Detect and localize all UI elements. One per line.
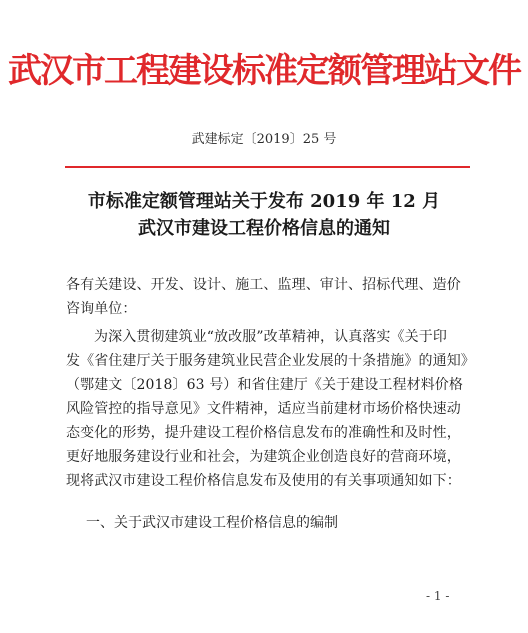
- addressee-line-1: 各有关建设、开发、设计、施工、监理、审计、招标代理、造价: [66, 277, 461, 293]
- addressee-line-2: 咨询单位：: [66, 301, 137, 317]
- paragraph-line-4: 风险管控的指导意见》文件精神，适应当前建材市场价格快速动: [66, 401, 461, 417]
- body-paragraph: [66, 325, 475, 493]
- issuing-authority-header: 武汉市工程建设标准定额管理站文件: [8, 51, 520, 91]
- notice-title-line-1: 市标准定额管理站关于发布 2019 年 12 月: [87, 191, 441, 212]
- addressee-block: [66, 273, 464, 321]
- section-heading: 一、关于武汉市建设工程价格信息的编制: [86, 515, 338, 531]
- red-divider-line: [65, 166, 470, 168]
- paragraph-line-5: 态变化的形势，提升建设工程价格信息发布的准确性和及时性，: [66, 425, 461, 441]
- document-number: 武建标定〔2019〕25 号: [191, 132, 337, 147]
- page-number: - 1 -: [426, 589, 450, 603]
- notice-title-line-2: 武汉市建设工程价格信息的通知: [138, 218, 390, 239]
- paragraph-line-1: 为深入贯彻建筑业“放改服”改革精神，认真落实《关于印: [94, 329, 447, 345]
- paragraph-line-6: 更好地服务建设行业和社会，为建筑企业创造良好的营商环境，: [66, 449, 461, 465]
- paragraph-line-2: 发《省住建厅关于服务建筑业民营企业发展的十条措施》的通知》: [66, 353, 475, 369]
- paragraph-line-3: （鄂建文〔2018〕63 号）和省住建厅《关于建设工程材料价格: [66, 377, 463, 393]
- notice-title: [0, 188, 528, 242]
- paragraph-line-7: 现将武汉市建设工程价格信息发布及使用的有关事项通知如下：: [66, 473, 461, 489]
